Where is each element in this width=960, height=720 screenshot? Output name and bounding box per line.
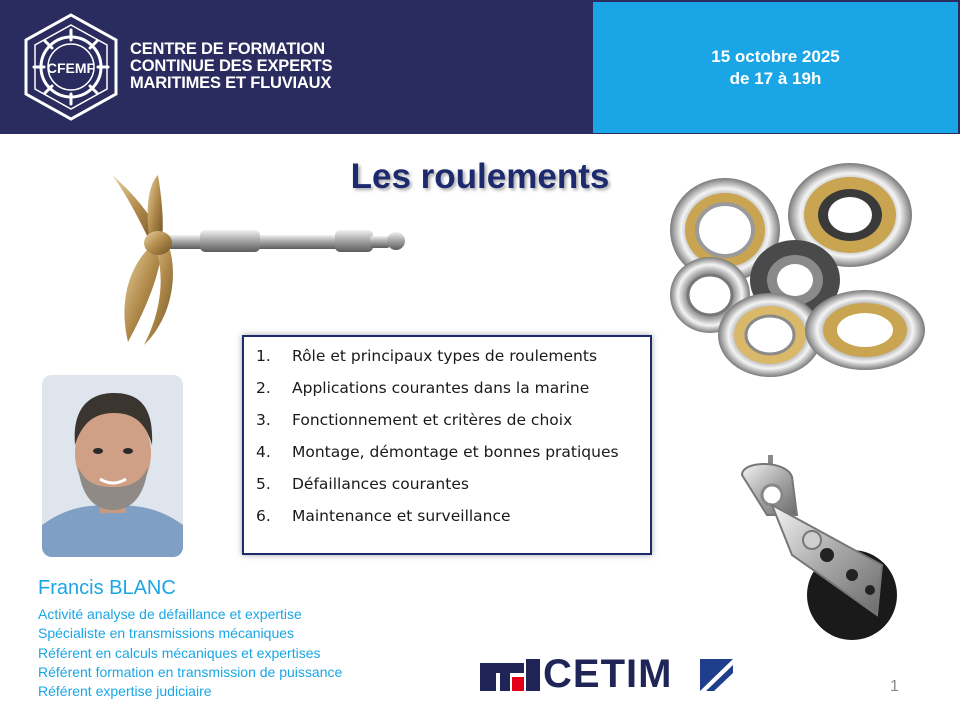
speaker-photo (42, 375, 183, 557)
speaker-roles (38, 605, 342, 701)
agenda-item (256, 376, 640, 400)
agenda-text: Rôle et principaux types de roulements (292, 347, 598, 365)
agenda-text: Maintenance et surveillance (292, 507, 511, 525)
agenda-item (256, 408, 640, 432)
event-date: 15 octobre 2025 (711, 47, 840, 66)
agenda-text: Fonctionnement et critères de choix (292, 411, 573, 429)
agenda-item (256, 472, 640, 496)
cetim-wordmark: CETIM (543, 652, 673, 696)
propeller-shaft-image (100, 170, 410, 350)
event-date-box (593, 2, 958, 133)
bearings-image (665, 160, 930, 380)
agenda-item (256, 504, 640, 528)
agenda-text: Montage, démontage et bonnes pratiques (292, 443, 619, 461)
svg-text:CFEMF: CFEMF (46, 60, 96, 76)
agenda-number: 1. (256, 347, 271, 365)
speaker-role: Référent en calculs mécaniques et expertises (38, 644, 321, 661)
cfemf-logo-icon (18, 12, 124, 122)
org-line: MARITIMES ET FLUVIAUX (130, 74, 332, 92)
slide-title: Les roulements (350, 157, 610, 196)
agenda-number: 5. (256, 475, 271, 493)
cetim-logo-icon (480, 659, 542, 691)
agenda-item (256, 440, 640, 464)
agenda-text: Applications courantes dans la marine (292, 379, 590, 397)
pulley-block-image (732, 455, 902, 645)
event-time: de 17 à 19h (729, 69, 822, 88)
agenda-number: 4. (256, 443, 271, 461)
speaker-name: Francis BLANC (38, 577, 176, 599)
agenda-number: 2. (256, 379, 271, 397)
speaker-role: Référent expertise judiciaire (38, 683, 212, 700)
cetim-badge-icon (700, 659, 733, 691)
speaker-role: Spécialiste en transmissions mécaniques (38, 625, 295, 642)
speaker-role: Référent formation en transmission de puissance (38, 663, 343, 680)
page-number: 1 (890, 678, 899, 695)
org-line: CENTRE DE FORMATION (130, 40, 325, 58)
organization-name (130, 41, 332, 92)
agenda-number: 3. (256, 411, 271, 429)
agenda-item (256, 344, 640, 368)
agenda-number: 6. (256, 507, 271, 525)
org-line: CONTINUE DES EXPERTS (130, 57, 333, 75)
agenda-box (242, 335, 652, 555)
speaker-role: Activité analyse de défaillance et expertise (38, 606, 302, 622)
agenda-text: Défaillances courantes (292, 475, 469, 493)
